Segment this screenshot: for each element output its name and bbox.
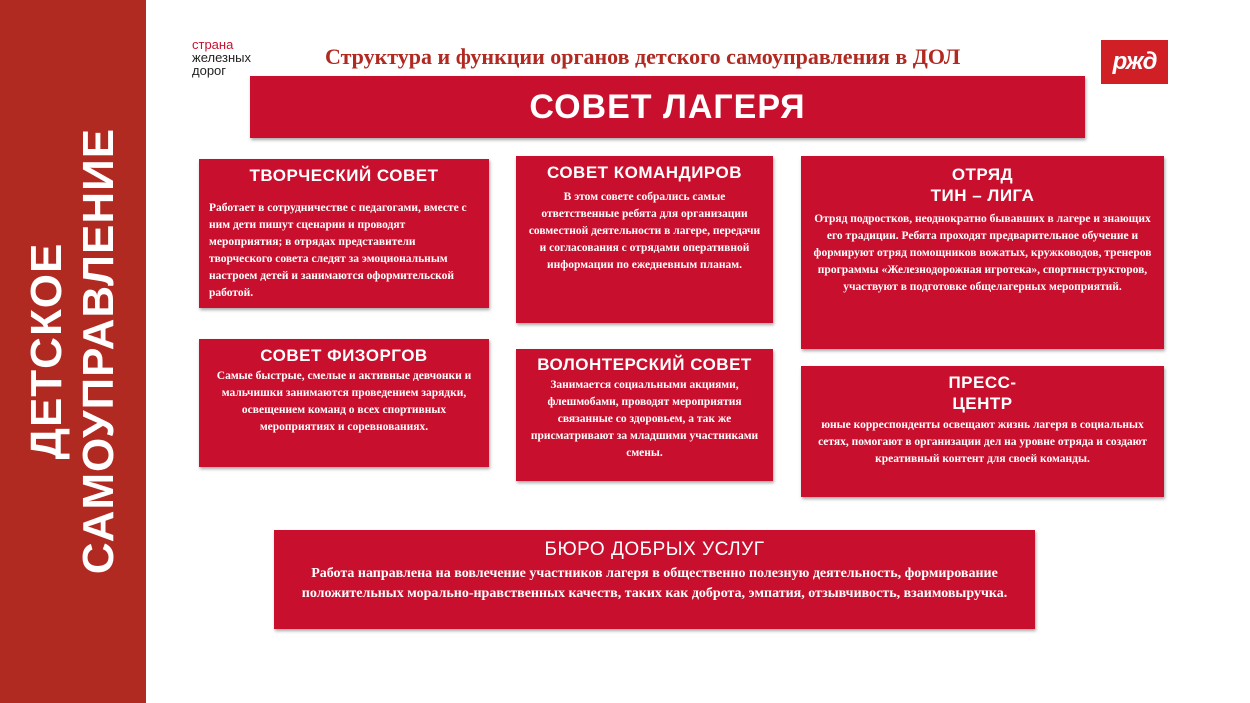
page-title: Структура и функции органов детского самоуправления в ДОЛ (325, 44, 961, 69)
creative-council-title: ТВОРЧЕСКИЙ СОВЕТ (249, 166, 439, 185)
good-deeds-bureau-box (274, 530, 1035, 629)
press-center-desc: юные корреспонденты освещают жизнь лагеря в социальных сетях, помогают в организации дел на уровне отряда и создают креативный контент для своей команды. (818, 419, 1147, 465)
sidebar-title (21, 128, 125, 574)
sidebar-title-line1: ДЕТСКОЕ (22, 242, 71, 460)
sidebar-title-line2: САМОУПРАВЛЕНИЕ (74, 127, 123, 575)
commanders-council-desc: В этом совете собрались самые ответственные ребята для организации совместной деятельности в лагере, передачи и согласования с отрядами оперативной информации по ежедневным планам. (528, 191, 761, 271)
teen-league-title-line2: ТИН – ЛИГА (930, 186, 1035, 205)
creative-council-box (199, 159, 489, 308)
commanders-council-title: СОВЕТ КОМАНДИРОВ (546, 163, 743, 182)
teen-league-desc: Отряд подростков, неоднократно бывавших в лагере и знающих его традиции. Ребята проходят предварительное обучение и формируют отряд помощников вожатых, кружководов, тренеров программы «Железнодорожная игротека», спортинструкторов, участвуют в подготовке общелагерных мероприятий. (813, 213, 1152, 293)
logo-line3: дорог (192, 63, 227, 78)
rzd-logo: ржд (1101, 40, 1168, 84)
sport-council-desc: Самые быстрые, смелые и активные девчонки и мальчишки занимаются проведением зарядки, освещением команд о всех спортивных мероприятиях и соревнованиях. (216, 370, 472, 433)
logo-line2: железных (192, 50, 252, 65)
press-center-box (801, 366, 1164, 497)
volunteer-council-box (516, 349, 773, 481)
press-center-title-line1: ПРЕСС- (948, 373, 1017, 392)
camp-council-title: СОВЕТ ЛАГЕРЯ (250, 76, 1085, 138)
volunteer-council-title: ВОЛОНТЕРСКИЙ СОВЕТ (537, 355, 752, 374)
good-deeds-bureau-desc: Работа направлена на вовлечение участников лагеря в общественно полезную деятельность, формирование положительных морально-нравственных качеств, таких как доброта, эмпатия, отзывчивость, взаимовыручка. (301, 566, 1008, 601)
good-deeds-bureau-title: БЮРО ДОБРЫХ УСЛУГ (544, 539, 765, 560)
creative-council-desc: Работает в сотрудничестве с педагогами, вместе с ним дети пишут сценарии и проводят мероприятия; в отрядах представители творческого совета следят за эмоциональным настроем детей и занимаются оформительской работой. (209, 202, 467, 299)
teen-league-title-line1: ОТРЯД (951, 165, 1014, 184)
press-center-title-line2: ЦЕНТР (952, 394, 1013, 413)
commanders-council-box (516, 156, 773, 323)
teen-league-box (801, 156, 1164, 349)
strana-logo (192, 38, 251, 77)
volunteer-council-desc: Занимается социальными акциями, флешмобами, проводят мероприятия связанные со здоровьем, а так же присматривают за младшими участниками смены. (530, 379, 759, 459)
sidebar-banner (0, 0, 146, 703)
sport-council-box (199, 339, 489, 467)
sport-council-title: СОВЕТ ФИЗОРГОВ (260, 346, 428, 365)
logo-line1: страна (192, 37, 234, 52)
